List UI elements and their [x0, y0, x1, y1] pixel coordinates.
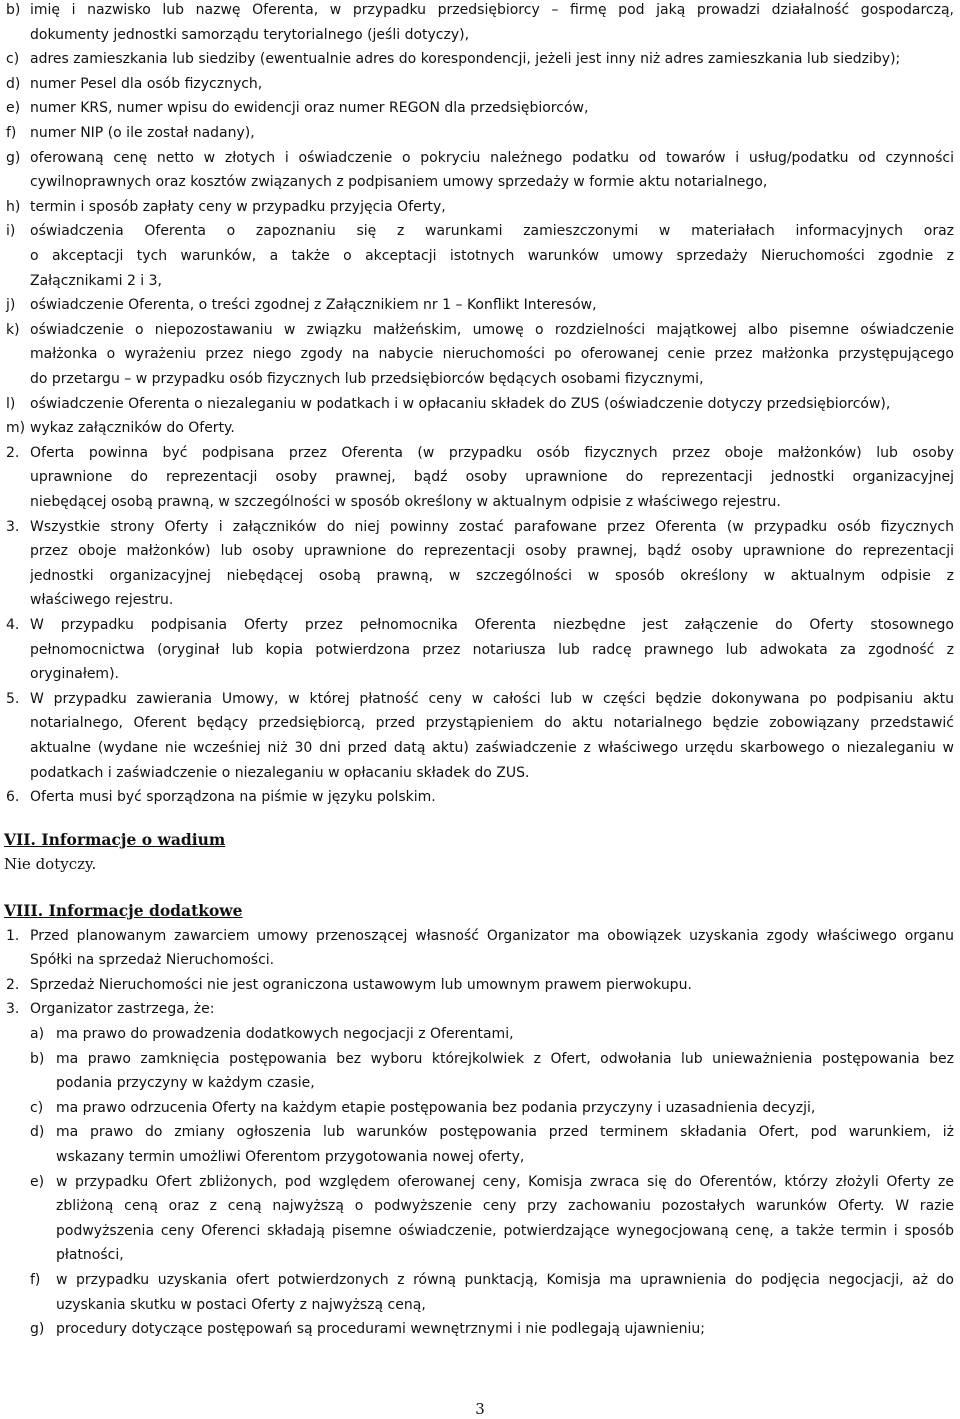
- requirement-item-line: [0, 23, 960, 48]
- item-label: d): [6, 75, 21, 92]
- item-text: oryginałem).: [30, 666, 119, 683]
- item-text: oferowaną cenę netto w złotych i oświadczenie o pokryciu należnego podatku od towarów i usług/podatku od czynności: [30, 149, 954, 166]
- item-label: b): [30, 1050, 45, 1067]
- numbered-point-line: [0, 924, 960, 949]
- numbered-point-line: [0, 736, 960, 761]
- item-label: f): [6, 125, 17, 141]
- item-text: oświadczenie Oferenta, o treści zgodnej z Załącznikiem nr 1 – Konflikt Interesów,: [30, 297, 597, 314]
- item-text: notarialnego, Oferent będący przedsiębiorcą, przed przystąpieniem do aktu notarialnego będzie zobowiązany przedstawić: [30, 715, 954, 732]
- numbered-point-line: [0, 761, 960, 786]
- reservation-item-line: [0, 1243, 960, 1268]
- item-text: podatkach i zaświadczenie o niezaleganiu w opłacaniu składek do ZUS.: [30, 764, 530, 781]
- item-text: do przetargu – w przypadku osób fizycznych lub przedsiębiorców będących osobami fizycznymi,: [30, 371, 704, 387]
- item-text: termin i sposób zapłaty ceny w przypadku przyjęcia Oferty,: [30, 198, 446, 215]
- reservation-item-line: [0, 1047, 960, 1072]
- item-text: Organizator zastrzega, że:: [30, 1001, 215, 1018]
- reservation-item-line: [0, 1022, 960, 1047]
- reservation-item-line: [0, 1120, 960, 1145]
- item-text: aktualne (wydane nie wcześniej niż 30 dni przed datą aktu) zaświadczenie z właściwego urzędu skarbowego o niezaleganiu w: [30, 740, 954, 756]
- numbered-point-line: [0, 973, 960, 998]
- item-text: podwyższenia ceny Oferenci składają pisemne oświadczenie, potwierdzające wynegocjowaną cenę, a także termin i sposób: [56, 1222, 954, 1239]
- section-heading: VIII. Informacje dodatkowe: [4, 901, 243, 920]
- reservation-item-line: [0, 1170, 960, 1195]
- item-label: 2.: [6, 976, 20, 993]
- item-label: c): [6, 51, 20, 68]
- item-text: Oferta powinna być podpisana przez Oferenta (w przypadku osób fizycznych przez oboje małżonków) lub osoby: [30, 444, 954, 461]
- item-text: zbliżoną ceną oraz z ceną najwyższą o podwyższenie ceny przy zachowaniu pozostałych warunków Oferty. W razie: [56, 1198, 954, 1215]
- reservation-item-line: [0, 1071, 960, 1096]
- requirement-item-line: [0, 170, 960, 195]
- item-label: g): [30, 1321, 45, 1338]
- item-text: w przypadku Ofert zbliżonych, pod względem oferowanej ceny, Komisja zwraca się do Oferentów, którzy złożyli Oferty ze: [56, 1173, 954, 1190]
- reservation-item-line: [0, 1194, 960, 1219]
- numbered-point-line: [0, 539, 960, 564]
- item-text: Załącznikami 2 i 3,: [30, 272, 163, 289]
- numbered-point-line: [0, 997, 960, 1022]
- item-text: Przed planowanym zawarciem umowy przenoszącej własność Organizator ma obowiązek uzyskania zgody właściwego organu: [30, 927, 954, 944]
- item-text: ma prawo odrzucenia Oferty na każdym etapie postępowania bez podania przyczyny i uzasadnienia decyzji,: [56, 1099, 816, 1116]
- item-text: o akceptacji tych warunków, a także o akceptacji istotnych warunków umowy sprzedaży Nieruchomości zgodnie z: [30, 248, 954, 264]
- reservation-item-line: [0, 1293, 960, 1318]
- numbered-point-line: [0, 687, 960, 712]
- numbered-point-line: [0, 465, 960, 490]
- item-text: ma prawo do prowadzenia dodatkowych negocjacji z Oferentami,: [56, 1026, 514, 1042]
- item-text: W przypadku zawierania Umowy, w której płatność ceny w całości lub w części będzie dokonywana po podpisaniu aktu: [30, 690, 954, 707]
- item-text: W przypadku podpisania Oferty przez pełnomocnika Oferenta niezbędne jest załączenie do Oferty stosownego: [30, 617, 954, 633]
- requirement-item-line: [0, 367, 960, 392]
- numbered-point-line: [0, 564, 960, 589]
- item-label: a): [30, 1026, 45, 1042]
- requirement-item-line: [0, 392, 960, 417]
- requirement-item-line: [0, 146, 960, 171]
- item-label: c): [30, 1099, 44, 1116]
- item-text: przez oboje małżonków) lub osoby uprawnione do reprezentacji osoby prawnej, bądź osoby uprawnione do reprezentacji: [30, 543, 954, 560]
- item-text: dokumenty jednostki samorządu terytorialnego (jeśli dotyczy),: [30, 26, 470, 43]
- requirement-item-line: [0, 72, 960, 97]
- item-label: 6.: [6, 789, 20, 806]
- item-label: h): [6, 198, 21, 215]
- requirement-item-line: [0, 121, 960, 146]
- reservation-item-line: [0, 1268, 960, 1293]
- item-label: e): [30, 1173, 45, 1190]
- requirement-item-line: [0, 416, 960, 441]
- numbered-point-line: [0, 711, 960, 736]
- item-label: 2.: [6, 444, 20, 461]
- item-label: i): [6, 223, 16, 240]
- requirement-item-line: [0, 47, 960, 72]
- requirement-item-line: [0, 318, 960, 343]
- numbered-point-line: [0, 948, 960, 973]
- item-label: g): [6, 149, 21, 166]
- requirement-item-line: [0, 269, 960, 294]
- item-text: oświadczenie Oferenta o niezaleganiu w podatkach i w opłacaniu składek do ZUS (oświadczenie dotyczy przedsiębiorców),: [30, 395, 891, 412]
- item-label: b): [6, 2, 21, 18]
- item-label: 5.: [6, 690, 20, 707]
- section-heading: VII. Informacje o wadium: [4, 829, 226, 849]
- requirement-item-line: [0, 293, 960, 318]
- reservation-item-line: [0, 1317, 960, 1342]
- numbered-point-line: [0, 441, 960, 466]
- numbered-point-line: [0, 638, 960, 663]
- item-text: wskazany termin umożliwi Oferentom przygotowania nowej oferty,: [56, 1149, 525, 1165]
- item-text: oświadczenia Oferenta o zapoznaniu się z warunkami zamieszczonymi w materiałach informacyjnych oraz: [30, 223, 954, 240]
- requirement-item-line: [0, 0, 960, 23]
- item-text: niebędącej osobą prawną, w szczególności w sposób określony w aktualnym odpisie z właściwego rejestru.: [30, 494, 781, 510]
- item-label: 1.: [6, 927, 20, 944]
- numbered-point-line: [0, 785, 960, 810]
- item-text: w przypadku uzyskania ofert potwierdzonych z równą punktacją, Komisja ma uprawnienia do podjęcia negocjacji, aż do: [56, 1272, 954, 1288]
- item-text: wykaz załączników do Oferty.: [30, 420, 235, 437]
- item-text: oświadczenie o niepozostawaniu w związku małżeńskim, umowę o rozdzielności majątkowej albo pisemne oświadczenie: [30, 321, 954, 338]
- item-text: ma prawo zamknięcia postępowania bez wyboru którejkolwiek z Ofert, odwołania lub unieważnienia postępowania bez: [56, 1050, 954, 1067]
- item-text: uprawnione do reprezentacji osoby prawnej, bądź osoby uprawnione do reprezentacji jednostki organizacyjnej: [30, 469, 954, 486]
- requirement-item-line: [0, 244, 960, 269]
- item-label: l): [6, 395, 16, 412]
- item-text: małżonka o wyrażeniu przez niego zgody na nabycie nieruchomości po oferowanej cenie przez małżonka przystępującego: [30, 346, 954, 363]
- item-label: 4.: [6, 617, 20, 633]
- item-text: płatności,: [56, 1247, 124, 1264]
- reservation-item-line: [0, 1219, 960, 1244]
- numbered-point-line: [0, 490, 960, 515]
- item-label: 3.: [6, 518, 20, 535]
- section-text: Nie dotyczy.: [4, 855, 97, 874]
- numbered-point-line: [0, 613, 960, 638]
- reservation-item-line: [0, 1096, 960, 1121]
- item-text: imię i nazwisko lub nazwę Oferenta, w przypadku przedsiębiorcy – firmę pod jaką prowadzi działalność gospodarczą,: [30, 2, 954, 18]
- item-label: f): [30, 1272, 41, 1288]
- numbered-point-line: [0, 588, 960, 613]
- item-text: właściwego rejestru.: [30, 592, 174, 609]
- item-text: cywilnoprawnych oraz kosztów związanych z podpisaniem umowy sprzedaży w formie aktu notarialnego,: [30, 174, 768, 191]
- item-label: e): [6, 100, 21, 117]
- reservation-item-line: [0, 1145, 960, 1170]
- page-number: 3: [475, 1400, 485, 1418]
- requirement-item-line: [0, 342, 960, 367]
- item-text: Oferta musi być sporządzona na piśmie w języku polskim.: [30, 789, 436, 806]
- numbered-point-line: [0, 662, 960, 687]
- item-text: podania przyczyny w każdym czasie,: [56, 1075, 315, 1092]
- item-text: Wszystkie strony Oferty i załączników do niej powinny zostać parafowane przez Oferenta (w przypadku osób fizycznych: [30, 518, 954, 535]
- item-text: ma prawo do zmiany ogłoszenia lub warunków postępowania przed terminem składania Ofert, pod warunkiem, iż: [56, 1124, 954, 1141]
- item-text: procedury dotyczące postępowań są procedurami wewnętrznymi i nie podlegają ujawnieniu;: [56, 1321, 705, 1338]
- item-label: j): [6, 297, 16, 314]
- numbered-point-line: [0, 515, 960, 540]
- item-text: Sprzedaż Nieruchomości nie jest ograniczona ustawowym lub umownym prawem pierwokupu.: [30, 976, 692, 993]
- requirement-item-line: [0, 96, 960, 121]
- item-label: m): [6, 420, 26, 437]
- item-text: numer Pesel dla osób fizycznych,: [30, 75, 263, 92]
- item-text: Spółki na sprzedaż Nieruchomości.: [30, 952, 275, 969]
- item-text: uzyskania skutku w postaci Oferty z najwyższą ceną,: [56, 1296, 426, 1313]
- requirement-item-line: [0, 219, 960, 244]
- item-text: pełnomocnictwa (oryginał lub kopia potwierdzona przez notariusza lub radcę prawnego lub adwokata za zgodność z: [30, 641, 954, 658]
- item-text: jednostki organizacyjnej niebędącej osobą prawną, w szczególności w sposób określony w aktualnym odpisie z: [30, 567, 954, 584]
- item-text: adres zamieszkania lub siedziby (ewentualnie adres do korespondencji, jeżeli jest inny niż adres zamieszkania lub siedziby);: [30, 51, 901, 68]
- item-label: d): [30, 1124, 45, 1141]
- requirement-item-line: [0, 195, 960, 220]
- item-text: numer NIP (o ile został nadany),: [30, 125, 255, 141]
- item-text: numer KRS, numer wpisu do ewidencji oraz numer REGON dla przedsiębiorców,: [30, 100, 589, 117]
- item-label: k): [6, 321, 20, 338]
- item-label: 3.: [6, 1001, 20, 1018]
